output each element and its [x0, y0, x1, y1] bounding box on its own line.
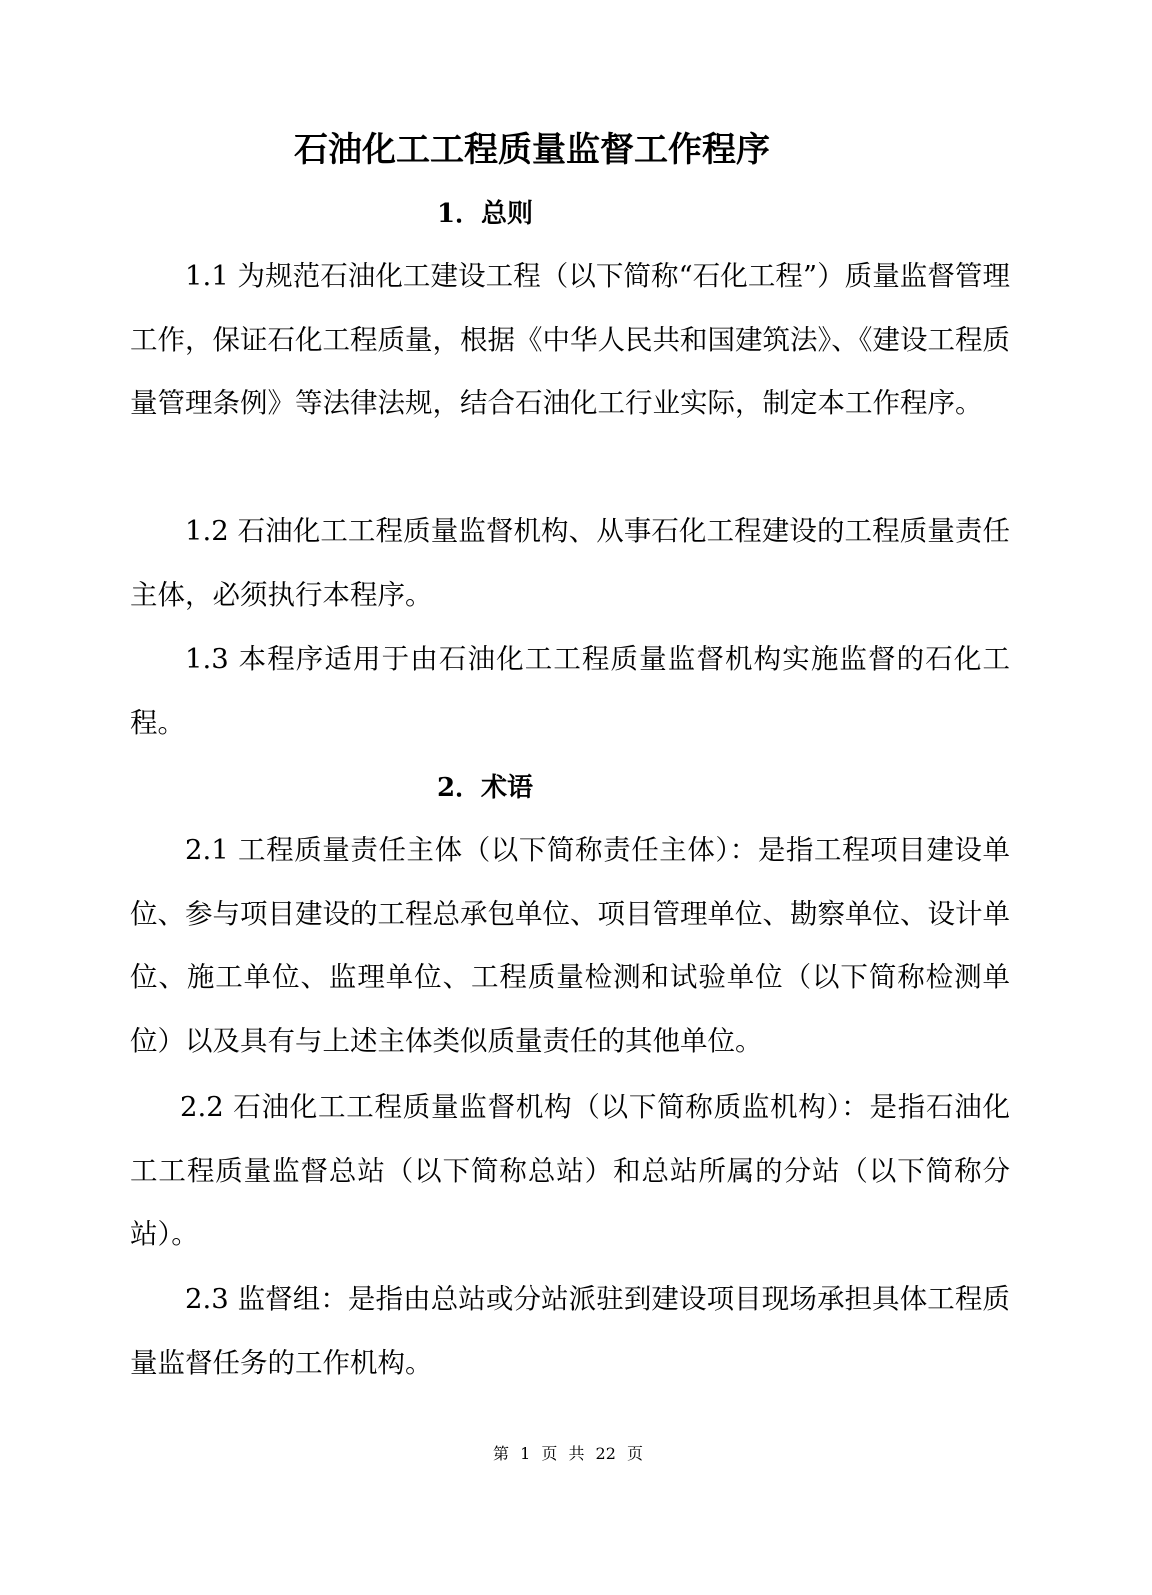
- paragraph-2-3: 2.3 监督组：是指由总站或分站派驻到建设项目现场承担具体工程质量监督任务的工作机构。: [130, 1283, 1010, 1379]
- page-number-footer: 第 1 页 共 22 页: [493, 1444, 643, 1463]
- paragraph-1-2: 1.2 石油化工工程质量监督机构、从事石化工程建设的工程质量责任主体，必须执行本程序。: [130, 515, 1010, 611]
- document-title: 石油化工工程质量监督工作程序: [294, 130, 770, 170]
- section-heading-terms: 2．术语: [436, 773, 534, 803]
- paragraph-2-2: 2.2 石油化工工程质量监督机构（以下简称质监机构）：是指石油化工工程质量监督总站（以下简称总站）和总站所属的分站（以下简称分站）。: [130, 1091, 1010, 1250]
- paragraph-1-1: 1.1 为规范石油化工建设工程（以下简称“石化工程”）质量监督管理工作，保证石化工程质量，根据《中华人民共和国建筑法》、《建设工程质量管理条例》等法律法规，结合石油化工行业实际，制定本工作程序。: [130, 260, 1010, 419]
- paragraph-1-3: 1.3 本程序适用于由石油化工工程质量监督机构实施监督的石化工程。: [130, 643, 1010, 739]
- section-heading-general: 1．总则: [436, 199, 534, 229]
- paragraph-2-1: 2.1 工程质量责任主体（以下简称责任主体）：是指工程项目建设单位、参与项目建设的工程总承包单位、项目管理单位、勘察单位、设计单位、施工单位、监理单位、工程质量检测和试验单位（以下简称检测单位）以及具有与上述主体类似质量责任的其他单位。: [130, 834, 1010, 1057]
